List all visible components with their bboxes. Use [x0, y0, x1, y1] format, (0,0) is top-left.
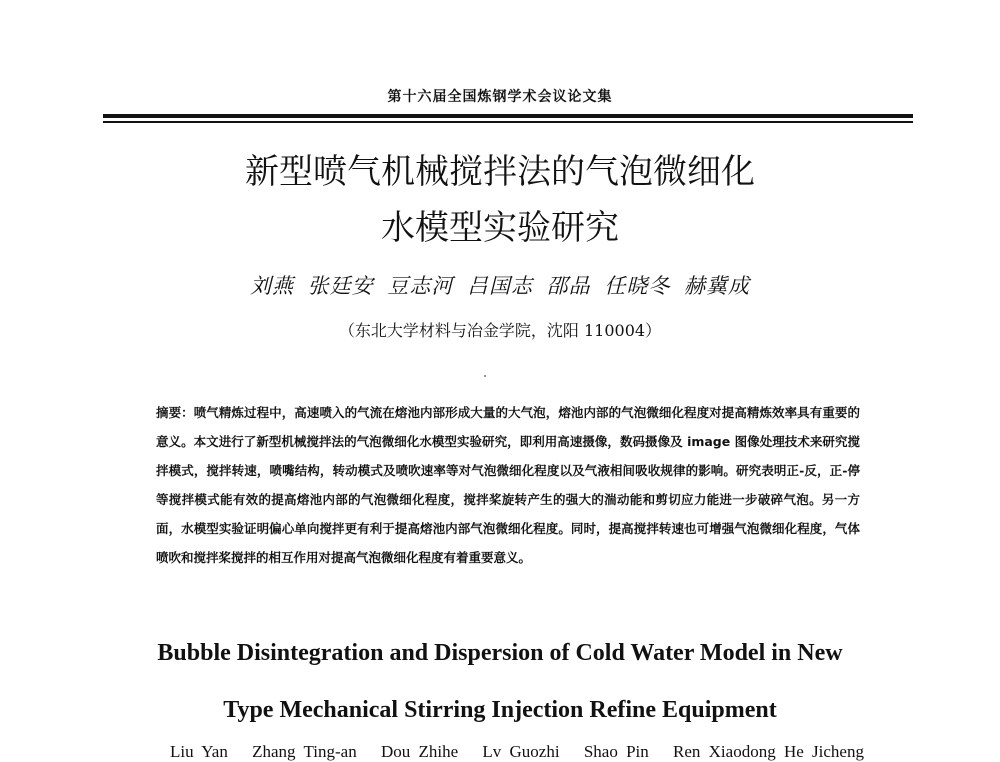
english-authors: [170, 742, 930, 762]
abstract-label: 摘要：: [156, 405, 194, 420]
english-author: Shao Pin: [583, 742, 649, 761]
english-title-line-1: Bubble Disintegration and Dispersion of Cold Water Model in New: [157, 640, 843, 666]
paper-title-line-1: 新型喷气机械搅拌法的气泡微细化: [245, 152, 755, 192]
header-rule-thick: [103, 114, 913, 118]
english-title-line-2: Type Mechanical Stirring Injection Refine Equipment: [223, 697, 777, 723]
abstract: [156, 398, 860, 572]
affiliation: （东北大学材料与冶金学院，沈阳 110004）: [338, 321, 662, 340]
english-author: Dou Zhihe: [380, 742, 459, 761]
proceedings-header: 第十六届全国炼钢学术会议论文集: [387, 89, 613, 105]
english-author: Zhang Ting-an: [252, 742, 357, 761]
english-author: Liu Yan: [170, 742, 228, 761]
abstract-text: 喷气精炼过程中，高速喷入的气流在熔池内部形成大量的大气泡，熔池内部的气泡微细化程度对提高精炼效率具有重要的意义。本文进行了新型机械搅拌法的气泡微细化水模型实验研究，即利用高速摄像，数码摄像及 image 图像处理技术来研究搅拌模式，搅拌转速，喷嘴结构，转动模式及喷吹速率等对气泡微细化程度以及气液相间吸收规律的影响。研究表明正-反，正-停等搅拌模式能有效的提高熔池内部的气泡微细化程度，搅拌桨旋转产生的强大的湍动能和剪切应力能进一步破碎气泡。另一方面，水模型实验证明偏心单向搅拌更有利于提高熔池内部气泡微细化程度。同时，提高搅拌转速也可增强气泡微细化程度，气体喷吹和搅拌桨搅拌的相互作用对提高气泡微细化程度有着重要意义。: [156, 405, 860, 565]
scan-speck: [484, 375, 486, 377]
paper-title-line-2: 水模型实验研究: [381, 208, 619, 248]
english-author: Lv Guozhi: [482, 742, 560, 761]
chinese-authors: 刘燕 张廷安 豆志河 吕国志 邵品 任晓冬 赫冀成: [249, 274, 751, 298]
header-rule-thin: [103, 121, 913, 123]
english-author: Ren Xiaodong He Jicheng: [673, 742, 864, 761]
